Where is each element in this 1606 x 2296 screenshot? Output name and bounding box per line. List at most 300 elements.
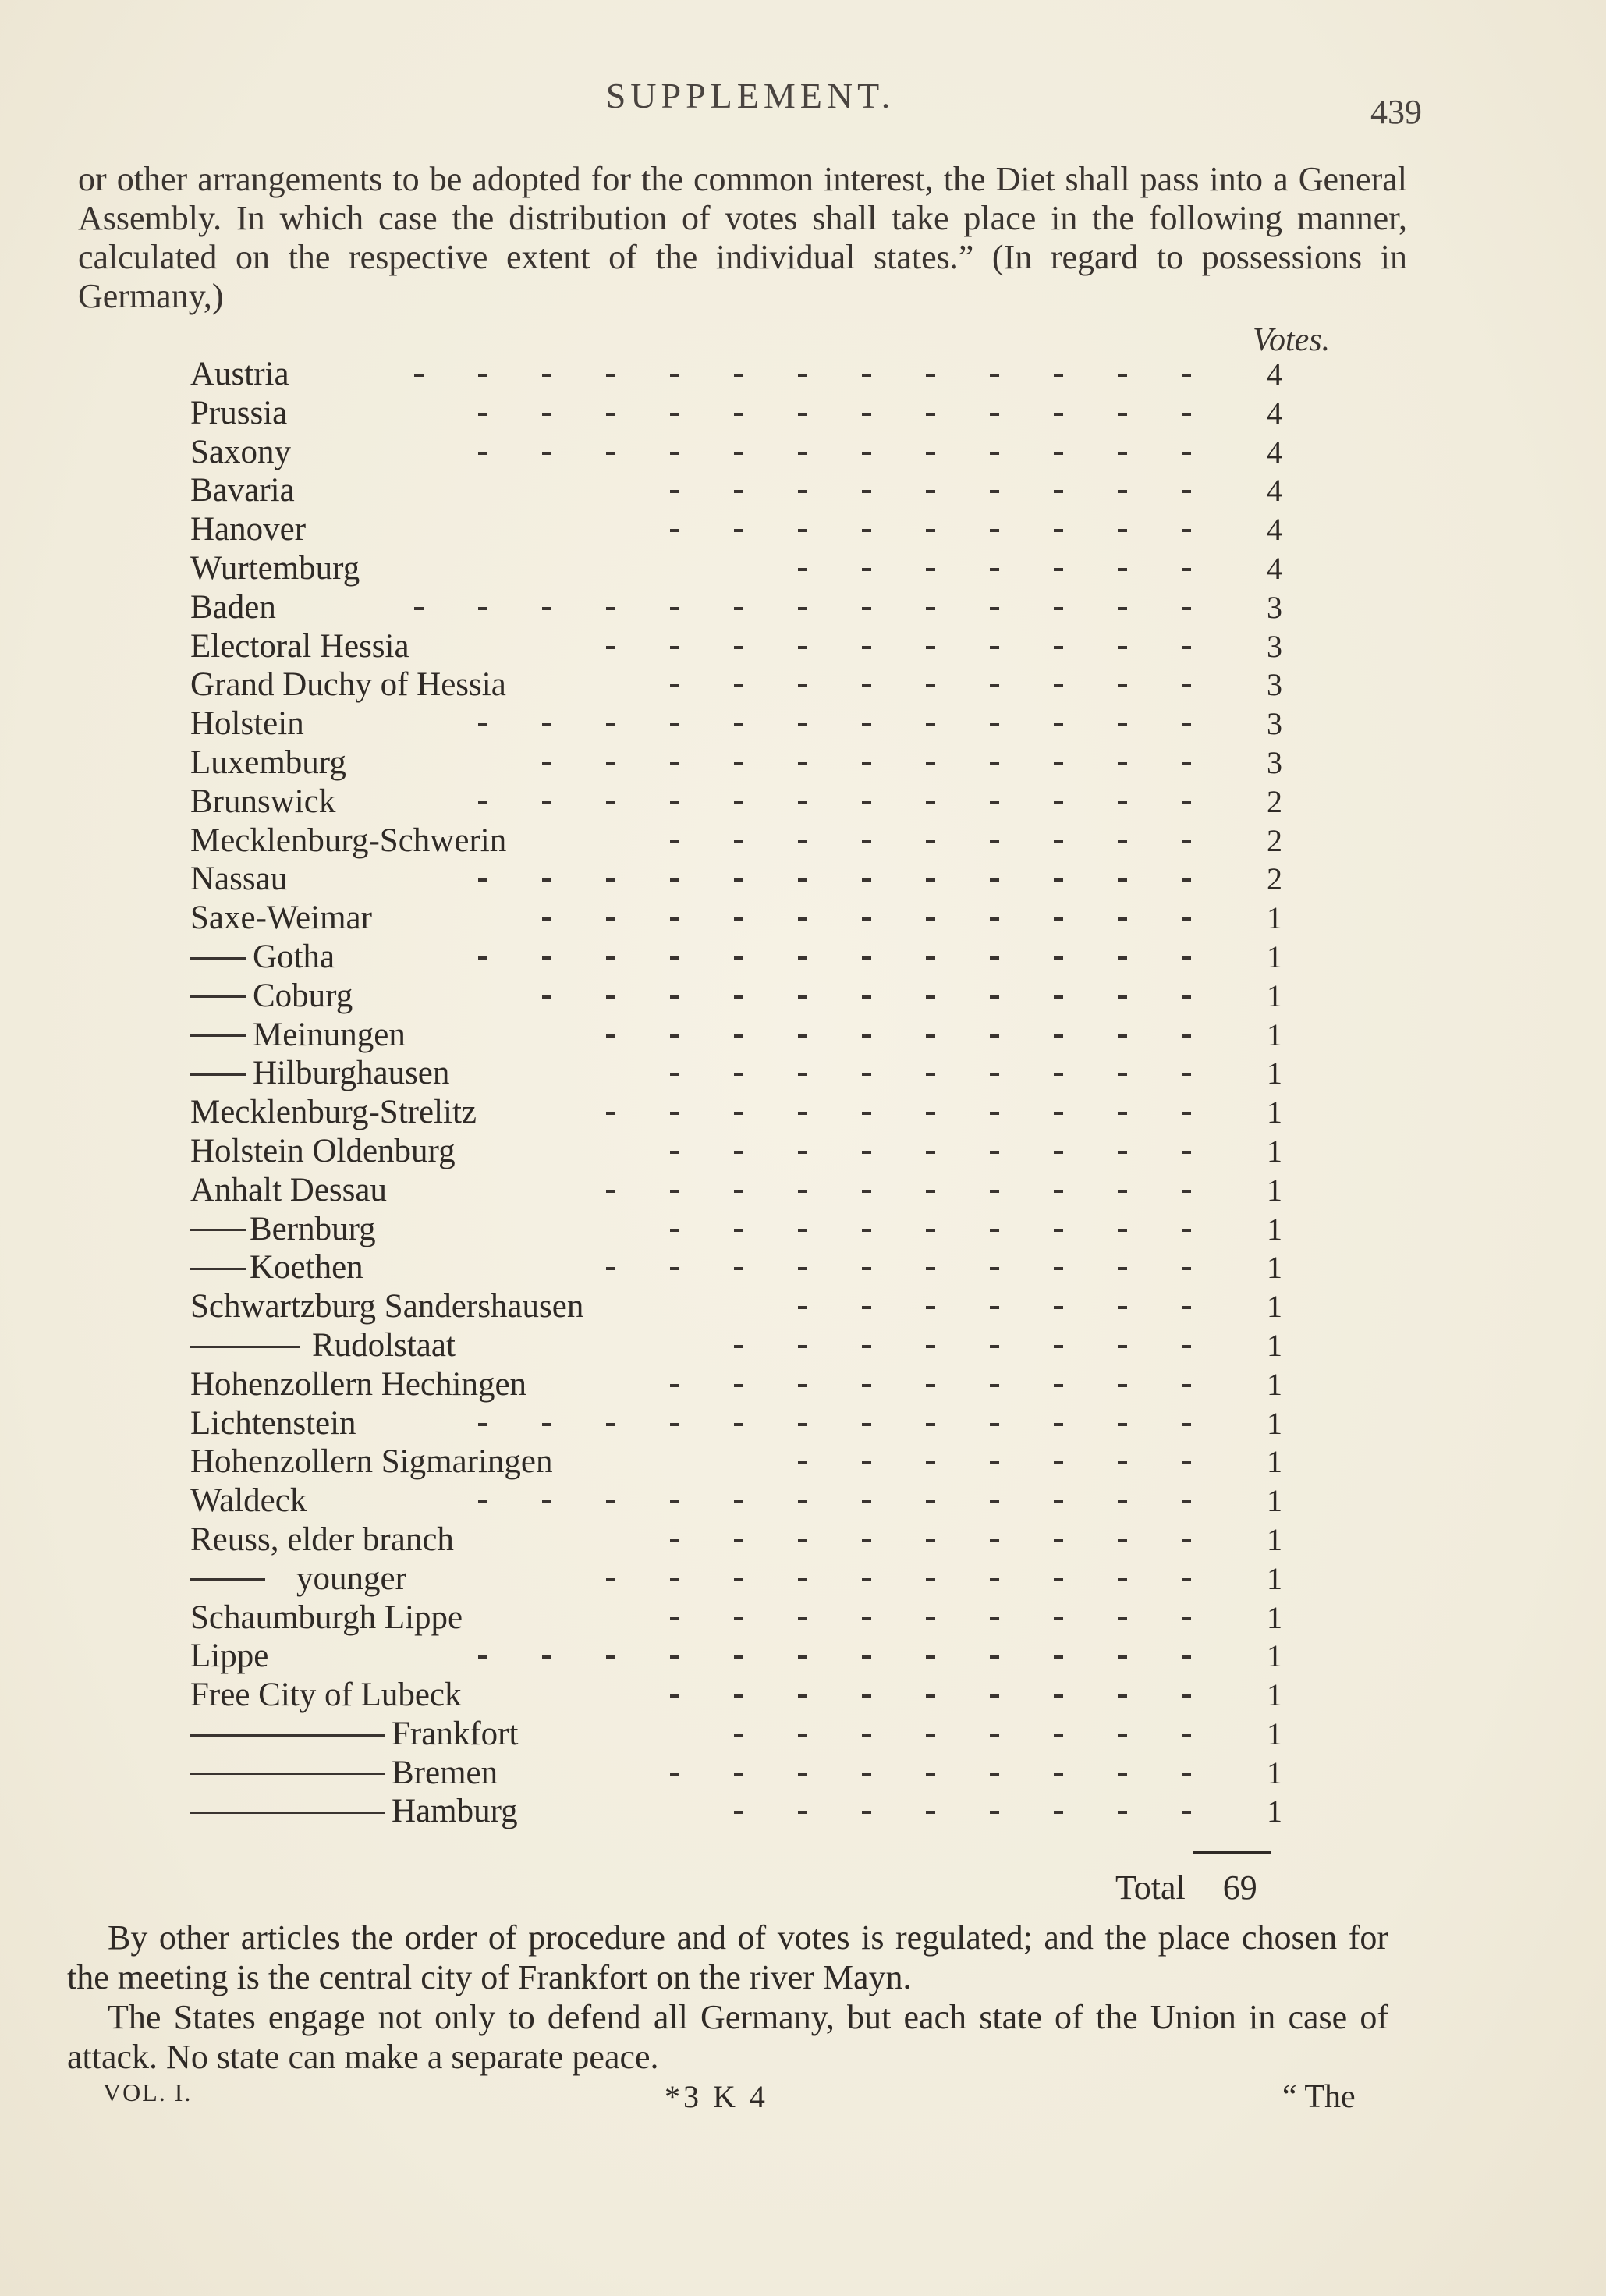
leader-dash	[990, 1578, 999, 1581]
leader-dash	[478, 413, 487, 416]
leader-dash	[926, 917, 935, 921]
leader-dash	[606, 1190, 615, 1193]
leader-dash	[670, 1578, 679, 1581]
leader-dash	[862, 917, 871, 921]
leader-dash	[1182, 723, 1191, 726]
leader-dash	[798, 646, 807, 649]
leader-dash	[670, 1423, 679, 1426]
votes-table-row	[0, 1637, 1606, 1676]
leader-dash	[926, 568, 935, 571]
leader-dash	[926, 1578, 935, 1581]
leader-dash	[542, 956, 551, 960]
leader-dash	[1182, 1151, 1191, 1154]
leader-dash	[990, 1423, 999, 1426]
leader-dash	[862, 1034, 871, 1038]
vote-count: 1	[1267, 1599, 1282, 1635]
leader-dash	[670, 762, 679, 765]
leader-dash	[990, 1694, 999, 1698]
leader-dash	[990, 1345, 999, 1348]
leader-dash	[734, 1734, 743, 1737]
leader-dash	[862, 1229, 871, 1232]
leader-dash	[1054, 1617, 1063, 1620]
leader-dash	[798, 762, 807, 765]
leader-dash	[990, 1306, 999, 1309]
leader-dash	[734, 1617, 743, 1620]
leader-dash	[990, 568, 999, 571]
leader-dash	[734, 1112, 743, 1115]
leader-dash	[734, 1345, 743, 1348]
leader-dash	[734, 1034, 743, 1038]
leader-dash	[1182, 1694, 1191, 1698]
votes-table-row	[0, 588, 1606, 627]
leader-dash	[1054, 1384, 1063, 1387]
leader-dash	[670, 529, 679, 532]
leader-dash	[1182, 762, 1191, 765]
leader-dash	[926, 1461, 935, 1464]
leader-dash	[1054, 1267, 1063, 1270]
leader-dash	[990, 1384, 999, 1387]
leader-dash	[670, 878, 679, 882]
leader-dash	[926, 684, 935, 687]
vote-count: 1	[1267, 900, 1282, 936]
state-name-text: Baden	[190, 588, 276, 626]
leader-dash	[1054, 607, 1063, 610]
leader-dash	[1118, 956, 1127, 960]
state-name	[190, 665, 506, 704]
leader-dash	[1182, 1539, 1191, 1542]
leader-dash	[670, 452, 679, 455]
leader-dash	[862, 646, 871, 649]
leader-dash	[1182, 1655, 1191, 1659]
leader-dash	[990, 1617, 999, 1620]
leader-dash	[990, 801, 999, 804]
votes-table-row	[0, 1054, 1606, 1093]
leader-dash	[734, 1655, 743, 1659]
leader-dash	[990, 1073, 999, 1076]
leader-dash	[606, 1655, 615, 1659]
leader-dash	[1182, 1617, 1191, 1620]
votes-table-row	[0, 549, 1606, 588]
state-name	[190, 394, 287, 433]
votes-table-row	[0, 471, 1606, 510]
state-name-text: Electoral Hessia	[190, 627, 409, 665]
leader-dash	[990, 1267, 999, 1270]
ditto-rule	[190, 995, 246, 998]
votes-table-row	[0, 938, 1606, 977]
leader-dash	[1054, 1655, 1063, 1659]
leader-dash	[1118, 1578, 1127, 1581]
votes-table-row	[0, 394, 1606, 433]
ditto-rule	[190, 957, 246, 960]
leader-dash	[926, 1617, 935, 1620]
leader-dash	[1054, 1112, 1063, 1115]
leader-dash	[734, 956, 743, 960]
leader-dash	[734, 723, 743, 726]
leader-dash	[798, 529, 807, 532]
vote-count: 1	[1267, 1017, 1282, 1052]
leader-dash	[798, 1190, 807, 1193]
leader-dash	[670, 1190, 679, 1193]
leader-dash	[542, 1423, 551, 1426]
vote-count: 1	[1267, 1211, 1282, 1247]
ditto-rule	[190, 1073, 246, 1076]
leader-dash	[1118, 1811, 1127, 1814]
leader-dash	[606, 413, 615, 416]
leader-dash	[1118, 568, 1127, 571]
leader-dash	[1118, 1384, 1127, 1387]
leader-dash	[798, 801, 807, 804]
leader-dash	[990, 1112, 999, 1115]
leader-dash	[926, 1500, 935, 1503]
state-name-text: Schaumburgh Lippe	[190, 1599, 463, 1636]
leader-dash	[1054, 413, 1063, 416]
leader-dash	[926, 1190, 935, 1193]
state-name-text: Free City of Lubeck	[190, 1677, 462, 1714]
votes-table-row	[0, 1443, 1606, 1482]
leader-dash	[798, 1694, 807, 1698]
vote-count: 4	[1267, 434, 1282, 470]
leader-dash	[542, 1500, 551, 1503]
closing-paragraph: The States engage not only to defend all Germany, but each state of the Union in case of attack. No state can make a separate peace.	[67, 1998, 1388, 2076]
leader-dash	[926, 1345, 935, 1348]
state-name-text: Waldeck	[190, 1482, 307, 1520]
leader-dash	[798, 1500, 807, 1503]
leader-dash	[990, 1500, 999, 1503]
leader-dash	[862, 1112, 871, 1115]
leader-dash	[1118, 1617, 1127, 1620]
votes-table-row	[0, 355, 1606, 394]
leader-dash	[670, 1694, 679, 1698]
leader-dash	[542, 762, 551, 765]
leader-dash	[478, 374, 487, 377]
leader-dash	[990, 1539, 999, 1542]
intro-paragraph: or other arrangements to be adopted for the common interest, the Diet shall pass into a General Assembly. In which case the distribution of votes shall take place in the following manner, calculated on the respective extent of the individual states.” (In regard to possessions in Germany,)	[78, 160, 1407, 315]
leader-dash	[1054, 1190, 1063, 1193]
closing-text	[67, 1918, 1388, 2077]
vote-count: 1	[1267, 1483, 1282, 1519]
state-name	[190, 1560, 406, 1599]
total-value: 69	[1222, 1868, 1257, 1907]
leader-dash	[926, 374, 935, 377]
leader-dash	[862, 1811, 871, 1814]
leader-dash	[798, 1151, 807, 1154]
total-rule	[1193, 1851, 1271, 1854]
state-name	[190, 1093, 477, 1132]
leader-dash	[1182, 1267, 1191, 1270]
leader-dash	[606, 646, 615, 649]
state-name-text: Austria	[190, 356, 289, 392]
vote-count: 1	[1267, 939, 1282, 974]
leader-dash	[1118, 1267, 1127, 1270]
leader-dash	[926, 1151, 935, 1154]
vote-count: 3	[1267, 706, 1282, 742]
vote-count: 1	[1267, 1327, 1282, 1363]
leader-dash	[798, 568, 807, 571]
leader-dash	[798, 1617, 807, 1620]
leader-dash	[926, 413, 935, 416]
leader-dash	[1182, 1734, 1191, 1737]
leader-dash	[670, 1384, 679, 1387]
votes-table-row	[0, 1171, 1606, 1210]
state-name	[190, 1754, 498, 1793]
state-name-text: Hohenzollern Hechingen	[190, 1365, 527, 1403]
leader-dash	[1182, 1190, 1191, 1193]
leader-dash	[734, 1384, 743, 1387]
leader-dash	[1054, 1306, 1063, 1309]
leader-dash	[734, 646, 743, 649]
leader-dash	[1182, 1345, 1191, 1348]
leader-dash	[926, 490, 935, 493]
leader-dash	[1118, 1734, 1127, 1737]
votes-column-heading: Votes.	[1253, 322, 1331, 358]
leader-dash	[734, 1539, 743, 1542]
state-name-text: Hamburg	[392, 1793, 518, 1830]
leader-dash	[670, 1151, 679, 1154]
leader-dash	[478, 1655, 487, 1659]
leader-dash	[542, 607, 551, 610]
state-name-text: Rudolstaat	[312, 1326, 456, 1364]
votes-table-row	[0, 1132, 1606, 1171]
leader-dash	[734, 1229, 743, 1232]
leader-dash	[990, 917, 999, 921]
vote-count: 1	[1267, 1133, 1282, 1169]
leader-dash	[1118, 1190, 1127, 1193]
state-name-text: Wurtemburg	[190, 549, 360, 587]
leader-dash	[862, 607, 871, 610]
leader-dash	[734, 1578, 743, 1581]
state-name-text: Meinungen	[253, 1016, 406, 1053]
vote-count: 1	[1267, 1095, 1282, 1130]
total-label: Total	[1115, 1868, 1186, 1907]
leader-dash	[798, 878, 807, 882]
leader-dash	[862, 801, 871, 804]
leader-dash	[1054, 646, 1063, 649]
state-name	[190, 549, 360, 588]
leader-dash	[1182, 1773, 1191, 1776]
leader-dash	[1118, 1034, 1127, 1038]
leader-dash	[862, 762, 871, 765]
leader-dash	[1118, 452, 1127, 455]
leader-dash	[798, 1811, 807, 1814]
leader-dash	[926, 1112, 935, 1115]
vote-count: 1	[1267, 1521, 1282, 1557]
leader-dash	[990, 607, 999, 610]
leader-dash	[1118, 413, 1127, 416]
leader-dash	[1182, 917, 1191, 921]
votes-table-row	[0, 1521, 1606, 1560]
state-name-text: Bavaria	[190, 472, 295, 509]
state-name-text: Koethen	[250, 1249, 363, 1286]
leader-dash	[1182, 1229, 1191, 1232]
leader-dash	[1182, 840, 1191, 843]
leader-dash	[734, 1423, 743, 1426]
vote-count: 1	[1267, 1444, 1282, 1480]
leader-dash	[670, 917, 679, 921]
running-head: SUPPLEMENT.	[605, 76, 895, 115]
leader-dash	[926, 1694, 935, 1698]
leader-dash	[734, 1773, 743, 1776]
votes-table-row	[0, 704, 1606, 743]
leader-dash	[990, 1461, 999, 1464]
leader-dash	[1118, 529, 1127, 532]
leader-dash	[670, 1773, 679, 1776]
state-name	[190, 743, 346, 782]
leader-dash	[862, 723, 871, 726]
leader-dash	[798, 956, 807, 960]
vote-count: 1	[1267, 1289, 1282, 1325]
leader-dash	[990, 1151, 999, 1154]
leader-dash	[798, 1306, 807, 1309]
state-name	[190, 1287, 583, 1326]
votes-table-row	[0, 1404, 1606, 1443]
leader-dash	[990, 374, 999, 377]
leader-dash	[926, 607, 935, 610]
leader-dash	[670, 413, 679, 416]
votes-table-row	[0, 665, 1606, 704]
state-name	[190, 588, 276, 627]
leader-dash	[734, 801, 743, 804]
leader-dash	[734, 684, 743, 687]
votes-table-row	[0, 1754, 1606, 1793]
leader-dash	[670, 684, 679, 687]
leader-dash	[734, 1190, 743, 1193]
leader-dash	[990, 762, 999, 765]
leader-dash	[1054, 490, 1063, 493]
volume-mark: VOL. I.	[103, 2078, 193, 2106]
leader-dash	[1182, 529, 1191, 532]
leader-dash	[606, 801, 615, 804]
votes-table-row	[0, 1248, 1606, 1287]
ditto-rule	[190, 1578, 265, 1581]
leader-dash	[478, 452, 487, 455]
state-name-text: Hilburghausen	[253, 1055, 450, 1092]
leader-dash	[862, 1384, 871, 1387]
votes-table-row	[0, 1093, 1606, 1132]
leader-dash	[990, 1734, 999, 1737]
leader-dash	[926, 878, 935, 882]
leader-dash	[734, 1694, 743, 1698]
leader-dash	[1118, 801, 1127, 804]
votes-table-row	[0, 1599, 1606, 1638]
leader-dash	[862, 878, 871, 882]
leader-dash	[542, 995, 551, 999]
leader-dash	[670, 1539, 679, 1542]
state-name-text: Coburg	[253, 977, 353, 1014]
leader-dash	[862, 1267, 871, 1270]
leader-dash	[606, 374, 615, 377]
vote-count: 1	[1267, 1056, 1282, 1091]
leader-dash	[734, 762, 743, 765]
leader-dash	[670, 801, 679, 804]
votes-table-row	[0, 1792, 1606, 1831]
leader-dash	[734, 452, 743, 455]
leader-dash	[478, 878, 487, 882]
leader-dash	[862, 840, 871, 843]
leader-dash	[606, 762, 615, 765]
vote-count: 4	[1267, 473, 1282, 509]
leader-dash	[1182, 1073, 1191, 1076]
leader-dash	[798, 1267, 807, 1270]
leader-dash	[1054, 917, 1063, 921]
state-name-text: younger	[296, 1560, 406, 1597]
vote-count: 2	[1267, 861, 1282, 897]
leader-dash	[926, 1267, 935, 1270]
leader-dash	[670, 995, 679, 999]
ditto-rule	[190, 1229, 246, 1231]
votes-table-row	[0, 1482, 1606, 1521]
leader-dash	[1054, 529, 1063, 532]
leader-dash	[926, 452, 935, 455]
leader-dash	[478, 607, 487, 610]
state-name	[190, 1521, 454, 1560]
votes-table-row	[0, 627, 1606, 666]
leader-dash	[1182, 1578, 1191, 1581]
votes-table-row	[0, 1016, 1606, 1055]
leader-dash	[1118, 840, 1127, 843]
leader-dash	[1118, 1306, 1127, 1309]
state-name-text: Saxe-Weimar	[190, 900, 372, 937]
ditto-rule	[190, 1734, 385, 1737]
leader-dash	[1054, 840, 1063, 843]
leader-dash	[926, 1773, 935, 1776]
leader-dash	[926, 646, 935, 649]
leader-dash	[862, 529, 871, 532]
leader-dash	[1118, 607, 1127, 610]
leader-dash	[606, 917, 615, 921]
leader-dash	[606, 723, 615, 726]
leader-dash	[1118, 490, 1127, 493]
leader-dash	[478, 1500, 487, 1503]
leader-dash	[862, 452, 871, 455]
state-name	[190, 433, 291, 472]
state-name-text: Prussia	[190, 394, 288, 431]
leader-dash	[1054, 801, 1063, 804]
state-name	[190, 822, 506, 861]
leader-dash	[926, 1811, 935, 1814]
leader-dash	[1118, 1151, 1127, 1154]
leader-dash	[734, 607, 743, 610]
state-name	[190, 1365, 526, 1404]
leader-dash	[862, 568, 871, 571]
page-number: 439	[1370, 93, 1422, 131]
leader-dash	[926, 1734, 935, 1737]
leader-dash	[734, 1267, 743, 1270]
leader-dash	[670, 956, 679, 960]
leader-dash	[798, 452, 807, 455]
leader-dash	[862, 995, 871, 999]
leader-dash	[1182, 801, 1191, 804]
leader-dash	[734, 490, 743, 493]
leader-dash	[798, 413, 807, 416]
leader-dash	[862, 1539, 871, 1542]
leader-dash	[1182, 1384, 1191, 1387]
state-name-text: Brunswick	[190, 782, 336, 820]
leader-dash	[1182, 995, 1191, 999]
leader-dash	[990, 1229, 999, 1232]
leader-dash	[1118, 684, 1127, 687]
leader-dash	[1182, 878, 1191, 882]
state-name-text: Holstein Oldenburg	[190, 1132, 456, 1169]
ditto-rule	[190, 1034, 246, 1037]
state-name-text: Saxony	[190, 433, 291, 470]
state-name	[190, 977, 353, 1016]
leader-dash	[990, 1655, 999, 1659]
leader-dash	[926, 1229, 935, 1232]
leader-dash	[606, 995, 615, 999]
leader-dash	[1182, 1423, 1191, 1426]
leader-dash	[926, 1539, 935, 1542]
ditto-rule	[190, 1812, 385, 1814]
